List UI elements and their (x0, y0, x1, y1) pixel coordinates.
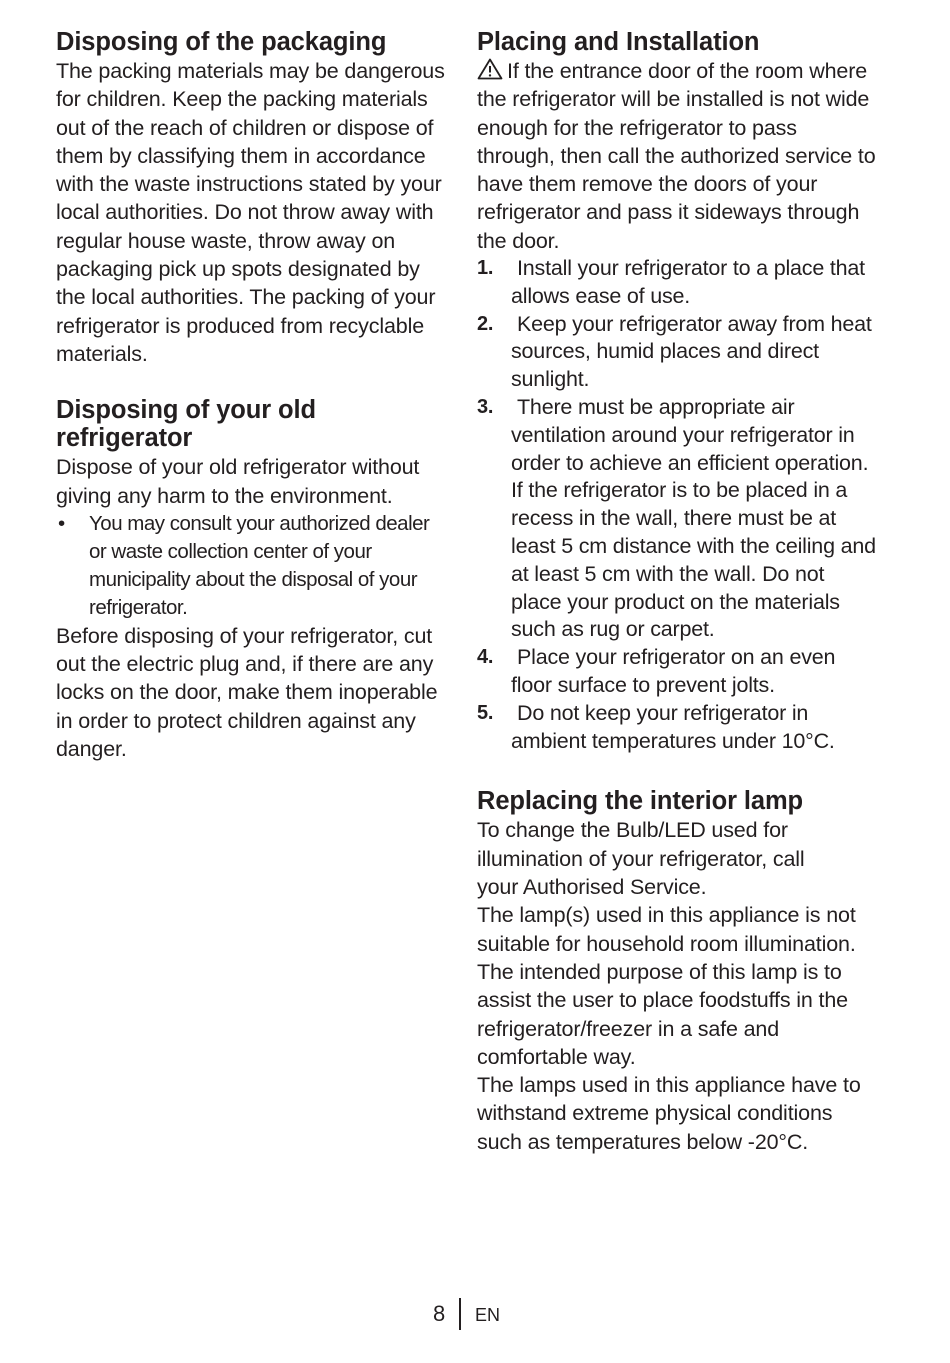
right-column (477, 28, 877, 1156)
lamp-heading: Replacing the interior lamp (477, 787, 804, 816)
lamp-section (477, 787, 877, 1156)
packaging-heading: Disposing of the packaging (56, 28, 387, 56)
lamp-para-3: The lamps used in this appliance have to withstand extreme physical conditions such as temperatures below -20°C. (477, 1073, 861, 1154)
list-number: 2. (477, 312, 494, 335)
list-text: Place your refrigerator on an even floor surface to prevent jolts. (511, 645, 836, 698)
list-number: 4. (477, 646, 494, 669)
section-spacer (56, 368, 451, 396)
lamp-para-1: To change the Bulb/LED used for illumination of your refrigerator, call your Authorised Service. (477, 818, 805, 900)
list-text: Install your refrigerator to a place that allows ease of use. (511, 256, 865, 308)
section-spacer (477, 755, 877, 787)
list-item (56, 510, 451, 622)
old-fridge-section (56, 396, 451, 763)
list-item (477, 394, 877, 644)
bullet-text: You may consult your authorized dealer or waste collection center of your municipality about the disposal of your refrigerator. (89, 511, 430, 619)
placing-numbered-list (477, 255, 877, 755)
list-number: 5. (477, 701, 494, 724)
placing-section (477, 28, 877, 755)
list-number: 1. (477, 257, 494, 280)
packaging-body: The packing materials may be dangerous for children. Keep the packing materials out of the reach of children or dispose of them by classifying them in accordance with the waste instructions stated by your local authorities. Do not throw away with regular house waste, throw away on packaging pick up spots designated by the local authorities. The packing of your refrigerator is produced from recyclable materials. (56, 59, 445, 366)
old-fridge-outro: Before disposing of your refrigerator, cut out the electric plug and, if there are any locks on the door, make them inoperable in order to protect children against any danger. (56, 623, 438, 762)
left-column (56, 28, 451, 763)
page-footer (0, 1298, 950, 1332)
placing-warning (477, 57, 877, 255)
list-item (477, 311, 877, 394)
old-fridge-bullet-list (56, 510, 451, 622)
list-text: Do not keep your refrigerator in ambient temperatures under 10°C. (511, 700, 835, 753)
list-text: Keep your refrigerator away from heat sources, humid places and direct sunlight. (511, 311, 872, 392)
lamp-para-2: The lamp(s) used in this appliance is not suitable for household room illumination. The intended purpose of this lamp is to assist the user to place foodstuffs in the refrigerator/freezer in a safe and comfortable way. (477, 903, 856, 1069)
packaging-section (56, 28, 451, 368)
list-item (477, 644, 877, 700)
list-item (477, 700, 877, 756)
list-number: 3. (477, 396, 494, 419)
list-item (477, 255, 877, 311)
bullet-icon: • (58, 511, 65, 535)
warning-triangle-icon (477, 58, 503, 80)
footer-divider (459, 1298, 461, 1330)
placing-heading: Placing and Installation (477, 28, 760, 56)
language-label: EN (475, 1305, 501, 1325)
warning-text: If the entrance door of the room where the refrigerator will be installed is not wide enough for the refrigerator to pass through, then call the authorized service to have them remove the doors of your refrigerator and pass it sideways through the door. (477, 59, 876, 253)
old-fridge-heading: Disposing of your old refrigerator (56, 396, 316, 453)
list-text: There must be appropriate air ventilation around your refrigerator in order to achieve an efficient operation. If the refrigerator is to be placed in a recess in the wall, there must be at least 5 cm distance with the ceiling and at least 5 cm with the wall. Do not place your product on the materials such as rug or carpet. (511, 395, 876, 642)
old-fridge-intro: Dispose of your old refrigerator without giving any harm to the environment. (56, 455, 420, 508)
page-number: 8 (433, 1301, 446, 1326)
